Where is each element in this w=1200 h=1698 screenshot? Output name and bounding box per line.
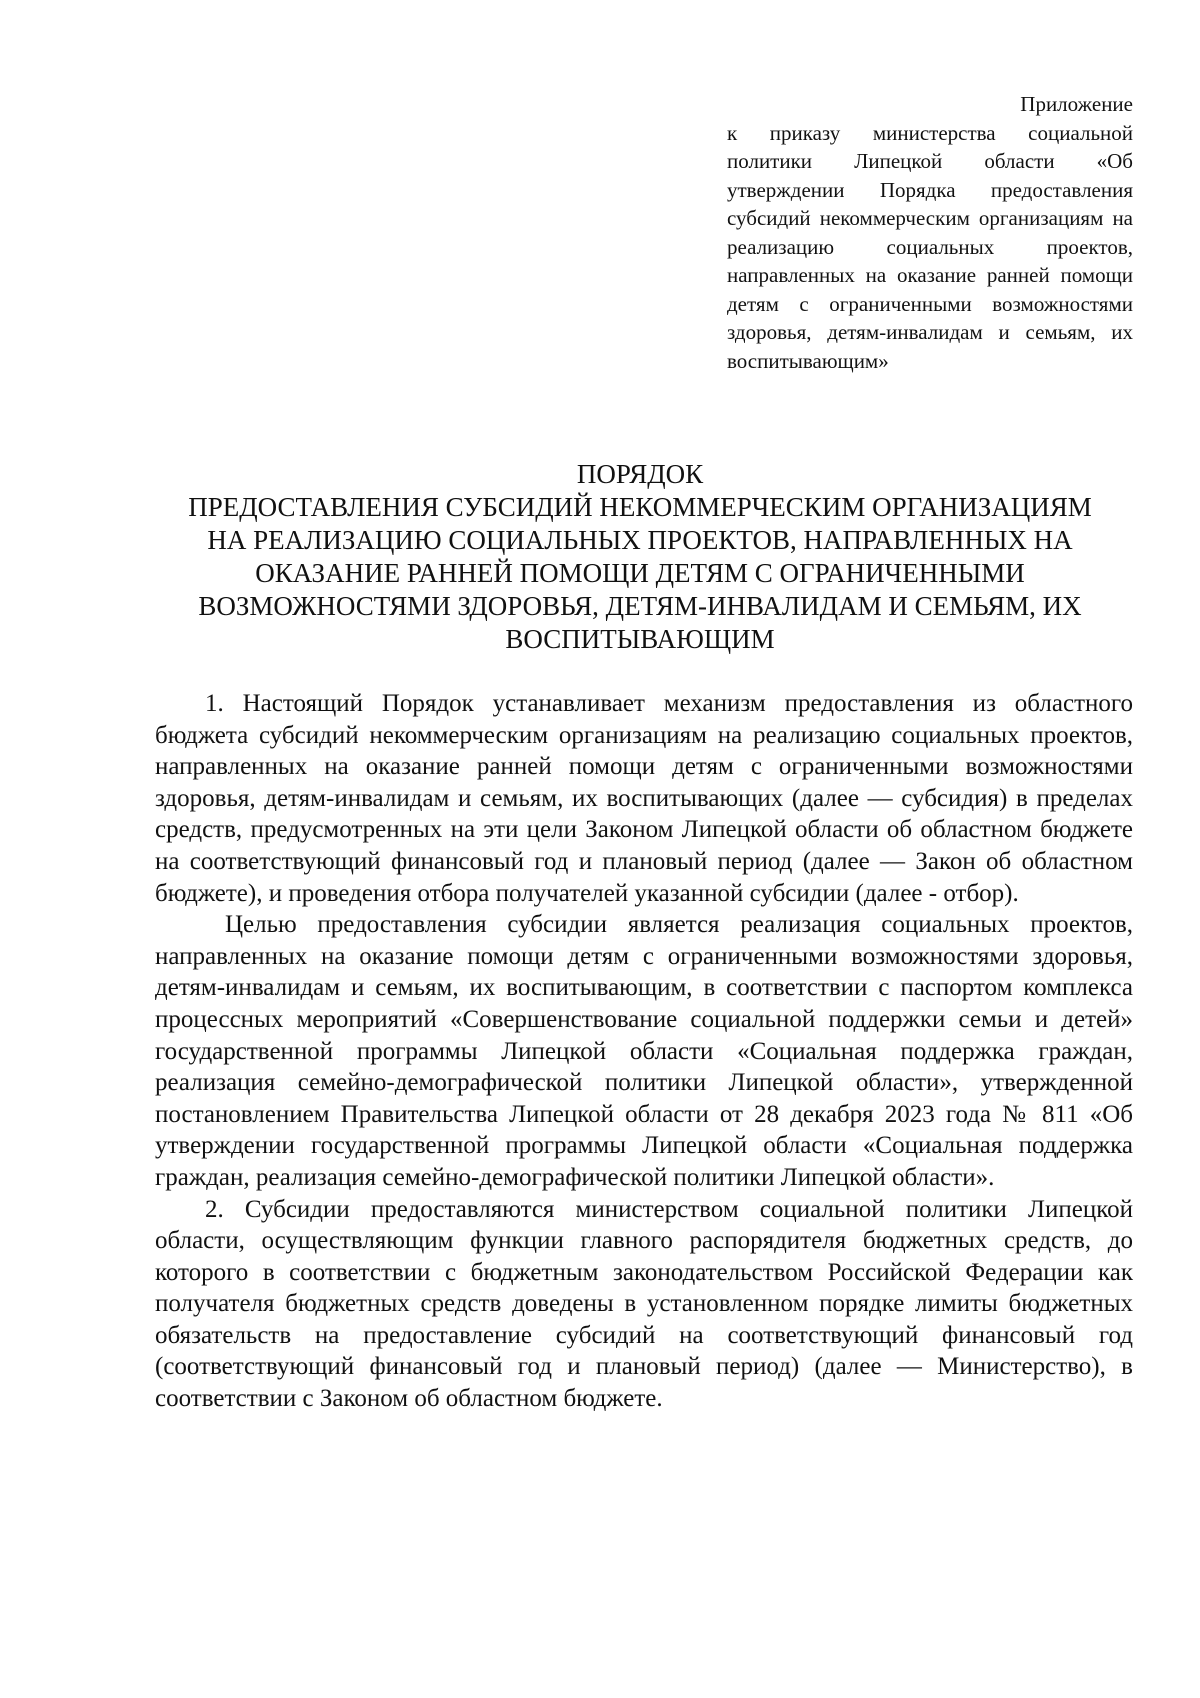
title-line-2: ПРЕДОСТАВЛЕНИЯ СУБСИДИЙ НЕКОММЕРЧЕСКИМ ОРГАНИЗАЦИЯМ [188,492,1092,522]
title-line-6: ВОСПИТЫВАЮЩИМ [505,624,775,654]
paragraph-3: 2. Субсидии предоставляются министерством социальной политики Липецкой области, осуществляющим функции главного распорядителя бюджетных средств, до которого в соответствии с бюджетным законодательством Российской Федерации как получателя бюджетных средств доведены в установленном порядке лимиты бюджетных обязательств на предоставление субсидий на соответствующий финансовый год (соответствующий финансовый год и плановый период) (далее — Министерство), в соответствии с Законом об областном бюджете. [155,1195,1133,1413]
title-line-4: ОКАЗАНИЕ РАННЕЙ ПОМОЩИ ДЕТЯМ С ОГРАНИЧЕННЫМИ [255,558,1025,588]
paragraph-1: 1. Настоящий Порядок устанавливает механизм предоставления из областного бюджета субсидий некоммерческим организациям на реализацию социальных проектов, направленных на оказание ранней помощи детям с ограниченными возможностями здоровья, детям-инвалидам и семьям, их воспитывающих (далее — субсидия) в пределах средств, предусмотренных на эти цели Законом Липецкой области об областном бюджете на соответствующий финансовый год и плановый период (далее — Закон об областном бюджете), и проведения отбора получателей указанной субсидии (далее - отбор). [155,690,1133,907]
document-body [155,688,1133,1415]
document-title [150,458,1130,656]
title-line-5: ВОЗМОЖНОСТЯМИ ЗДОРОВЬЯ, ДЕТЯМ-ИНВАЛИДАМ И СЕМЬЯМ, ИХ [198,591,1082,621]
appendix-text: к приказу министерства социальной политики Липецкой области «Об утверждении Порядка предоставления субсидий некоммерческим организациям на реализацию социальных проектов, направленных на оказание ранней помощи детям с ограниченными возможностями здоровья, детям-инвалидам и семьям, их воспитывающим» [727,120,1133,373]
title-line-1: ПОРЯДОК [576,459,704,489]
title-line-3: НА РЕАЛИЗАЦИЮ СОЦИАЛЬНЫХ ПРОЕКТОВ, НАПРАВЛЕННЫХ НА [207,525,1073,555]
paragraph-2: Целью предоставления субсидии является реализация социальных проектов, направленных на оказание помощи детям с ограниченными возможностями здоровья, детям-инвалидам и семьям, их воспитывающим, в соответствии с паспортом комплекса процессных мероприятий «Совершенствование социальной поддержки семьи и детей» государственной программы Липецкой области «Социальная поддержка граждан, реализация семейно-демографической политики Липецкой области», утвержденной постановлением Правительства Липецкой области от 28 декабря 2023 года № 811 «Об утверждении государственной программы Липецкой области «Социальная поддержка граждан, реализация семейно-демографической политики Липецкой области». [155,911,1133,1191]
appendix-title: Приложение [1020,92,1133,116]
appendix-block [727,90,1133,375]
